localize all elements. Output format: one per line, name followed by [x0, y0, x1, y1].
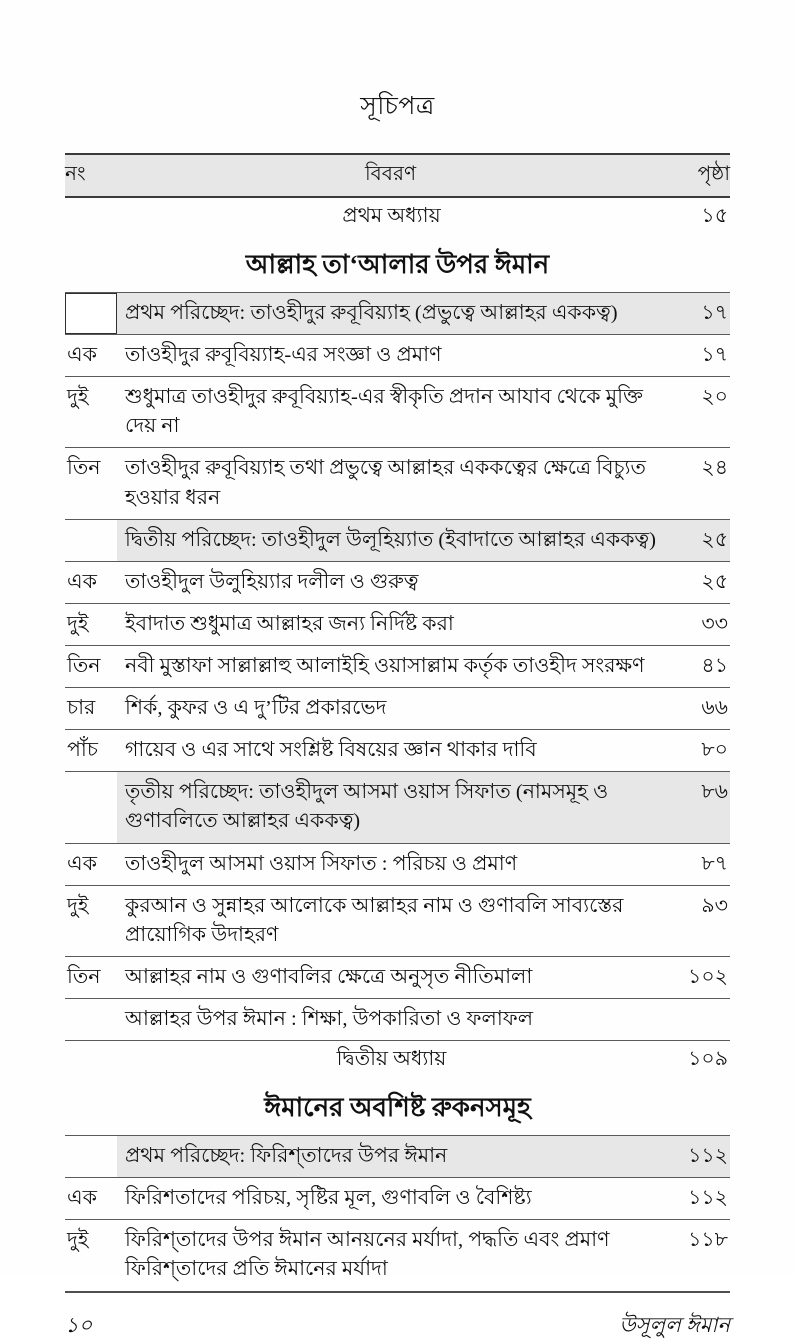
- row-description: আল্লাহর উপর ঈমান : শিক্ষা, উপকারিতা ও ফলাফল: [125, 1007, 534, 1030]
- toc-row: [65, 198, 730, 233]
- row-description: গায়েব ও এর সাথে সংশ্লিষ্ট বিষয়ের জ্ঞান থাকার দাবি: [125, 739, 537, 762]
- row-page-number: ৮৬: [664, 772, 730, 842]
- toc-row: [65, 688, 730, 730]
- row-serial: [65, 1076, 117, 1088]
- row-page-number: ১৫: [701, 205, 728, 227]
- row-page-number: ৯৩: [701, 894, 728, 917]
- row-page-number: ১০২: [688, 965, 728, 988]
- row-page-number: [664, 999, 730, 1011]
- row-description: তাওহীদুল আসমা ওয়াস সিফাত : পরিচয় ও প্রমাণ: [125, 852, 518, 875]
- row-description: [117, 1220, 664, 1290]
- column-header-page: পৃষ্ঠা: [697, 163, 730, 185]
- column-header-description: বিবরণ: [364, 163, 417, 185]
- row-description: তাওহীদুর রুবূবিয়্যাহ-এর সংজ্ঞা ও প্রমাণ: [125, 344, 442, 367]
- part-heading: আল্লাহ তা‘আলার উপর ঈমান: [245, 250, 550, 280]
- row-serial: [65, 233, 117, 245]
- row-serial: তিন: [67, 965, 101, 988]
- row-page-number: ৬৬: [701, 697, 728, 720]
- toc-row: [65, 1220, 730, 1292]
- row-serial: [65, 1136, 117, 1148]
- toc-row: [65, 730, 730, 772]
- row-page-number: ২৫: [664, 520, 730, 561]
- row-page-number: ৮৭: [701, 852, 728, 875]
- row-description: প্রথম পরিচ্ছেদ: ফিরিশ্‌তাদের উপর ঈমান: [117, 1136, 664, 1177]
- row-serial: এক: [67, 570, 97, 593]
- row-serial: দুই: [67, 612, 89, 635]
- footer-page-number: ১০: [65, 1312, 93, 1337]
- row-page-number: ১৭: [664, 293, 730, 334]
- column-header-no: নং: [65, 163, 86, 185]
- row-description-line1: ফিরিশ্‌তাদের উপর ঈমান আনয়নের মর্যাদা, পদ্ধতি এবং প্রমাণ: [125, 1229, 610, 1252]
- row-page-number: ৮০: [701, 739, 728, 762]
- row-description: নবী মুস্তাফা সাল্লাল্লাহু আলাইহি ওয়াসাল্লাম কর্তৃক তাওহীদ সংরক্ষণ: [125, 655, 645, 677]
- row-page-number: ১১২: [688, 1187, 728, 1210]
- toc-row: [65, 646, 730, 688]
- row-description: আল্লাহর নাম ও গুণাবলির ক্ষেত্রে অনুসৃত নীতিমালা: [125, 965, 533, 988]
- row-description: প্রথম অধ্যায়: [342, 205, 441, 227]
- row-description: ইবাদাত শুধুমাত্র আল্লাহর জন্য নির্দিষ্ট করা: [125, 612, 454, 635]
- toc-row: [65, 520, 730, 562]
- row-serial: চার: [67, 697, 96, 720]
- toc-row: [65, 1136, 730, 1178]
- row-description: ফিরিশতাদের পরিচয়, সৃষ্টির মূল, গুণাবলি ও বৈশিষ্ট্য: [125, 1187, 532, 1210]
- page-footer: [65, 1309, 730, 1344]
- row-page-number: ১৭: [701, 344, 728, 367]
- toc-row: [65, 604, 730, 646]
- toc-row: [65, 886, 730, 957]
- toc-row: [65, 1178, 730, 1220]
- row-description: দ্বিতীয় অধ্যায়: [336, 1048, 447, 1071]
- row-page-number: ২০: [701, 386, 728, 409]
- row-serial: [65, 1041, 117, 1053]
- row-serial: পাঁচ: [67, 739, 98, 762]
- row-serial: [65, 999, 117, 1011]
- toc-row: [65, 1041, 730, 1076]
- toc-row: [65, 957, 730, 999]
- row-serial: দুই: [67, 894, 89, 917]
- row-description: তাওহীদুল উলুহিয়্যার দলীল ও গুরুত্ব: [125, 570, 419, 593]
- toc-row: [65, 1076, 730, 1136]
- toc-row: [65, 293, 730, 335]
- toc-row: [65, 233, 730, 293]
- toc-row: [65, 844, 730, 886]
- part-heading: ঈমানের অবশিষ্ট রুকনসমূহ: [264, 1093, 531, 1123]
- row-serial: এক: [67, 344, 97, 367]
- row-page-number: ৩৩: [701, 612, 728, 635]
- row-serial: তিন: [67, 457, 101, 480]
- row-serial: দুই: [67, 1229, 89, 1252]
- row-description-line2: ফিরিশ্‌তাদের প্রতি ঈমানের মর্যাদা: [125, 1258, 388, 1281]
- row-serial: এক: [67, 852, 97, 875]
- page-title: সূচিপত্র: [360, 93, 435, 120]
- toc-row: [65, 335, 730, 377]
- toc-row: [65, 999, 730, 1041]
- row-serial: দুই: [67, 386, 89, 409]
- toc-header-row: [65, 153, 730, 198]
- row-description: শুধুমাত্র তাওহীদুর রুবূবিয়্যাহ-এর স্বীকৃতি প্রদান আযাব থেকে মুক্তি দেয় না: [125, 386, 643, 438]
- row-page-number: ১০৯: [688, 1048, 728, 1071]
- toc-row: [65, 772, 730, 843]
- toc-body: [65, 198, 730, 1293]
- row-description: শির্ক, কুফর ও এ দু’টির প্রকারভেদ: [125, 697, 387, 720]
- row-description: কুরআন ও সুন্নাহর আলোকে আল্লাহর নাম ও গুণাবলি সাব্যস্তের প্রায়োগিক উদাহরণ: [125, 894, 624, 946]
- row-serial: [65, 772, 117, 784]
- row-page-number: ১১৮: [688, 1229, 728, 1252]
- row-serial: তিন: [67, 655, 101, 677]
- row-serial: এক: [67, 1187, 97, 1210]
- toc-row: [65, 448, 730, 519]
- footer-book-title: উসূলুল ঈমান: [619, 1312, 730, 1337]
- toc-row: [65, 377, 730, 448]
- row-description: দ্বিতীয় পরিচ্ছেদ: তাওহীদুল উলূহিয়্যাত (ইবাদাতে আল্লাহর এককত্ব): [117, 520, 664, 561]
- row-serial: [65, 520, 117, 532]
- table-of-contents: [65, 153, 730, 1293]
- row-description: তাওহীদুর রুবূবিয়্যাহ তথা প্রভুত্বে আল্লাহর এককত্বের ক্ষেত্রে বিচ্যুত হওয়ার ধরন: [125, 457, 646, 509]
- row-description: তৃতীয় পরিচ্ছেদ: তাওহীদুল আসমা ওয়াস সিফাত (নামসমূহ ও গুণাবলিতে আল্লাহর এককত্ব): [117, 772, 664, 842]
- row-page-number: ২৪: [701, 457, 728, 480]
- row-serial: [65, 293, 117, 334]
- row-description: প্রথম পরিচ্ছেদ: তাওহীদুর রুবূবিয়্যাহ (প্রভুত্বে আল্লাহর এককত্ব): [117, 293, 664, 334]
- row-page-number: ১১২: [664, 1136, 730, 1177]
- row-page-number: ২৫: [701, 570, 728, 593]
- row-serial: [65, 198, 117, 210]
- toc-row: [65, 562, 730, 604]
- row-page-number: ৪১: [701, 655, 728, 677]
